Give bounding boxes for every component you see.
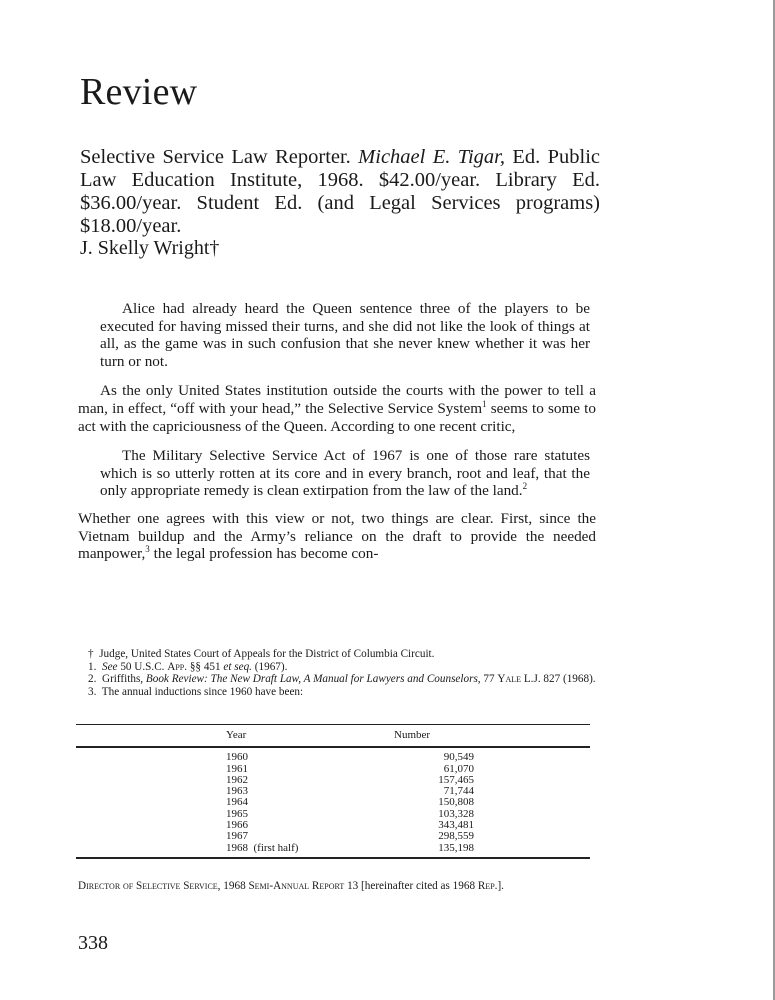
- footnote-2-text-c: L.J. 827 (1968).: [521, 673, 596, 686]
- footnote-ref-2[interactable]: 2: [522, 481, 528, 492]
- review-title-editor: Michael E. Tigar,: [358, 146, 505, 168]
- footnote-3: [78, 686, 596, 699]
- footnote-1: [78, 661, 596, 674]
- table-cell-pad: [474, 831, 590, 842]
- body-paragraph-2-a: Whether one agrees with this view or not, two things are clear. First, since the Vietnam buildup and the Army’s reliance on the draft to provide the needed manpower,: [78, 509, 596, 563]
- footnote-1-app: App.: [167, 660, 188, 673]
- footnote-2-yale: Yale: [497, 673, 522, 686]
- table-cell-number: 150,808: [438, 796, 474, 809]
- table-cell-year: 1967: [226, 830, 248, 843]
- footnote-3-number: 3.: [88, 685, 97, 698]
- table-source-note: [78, 880, 596, 893]
- footnote-2-title: Book Review: The New Draft Law, A Manual for Lawyers and Counselors,: [145, 673, 481, 686]
- footnote-1-number: 1.: [88, 660, 97, 673]
- body-paragraph-2: [78, 510, 596, 563]
- footnote-2-text-b: 77: [480, 673, 498, 686]
- source-year: 1968: [220, 880, 249, 892]
- section-heading: Review: [80, 71, 198, 113]
- table-row: [76, 843, 590, 858]
- footnote-1-text-a: 50 U.S.C.: [117, 660, 168, 673]
- footnote-1-see: See: [101, 660, 118, 673]
- footnote-2-author: Griffiths,: [101, 673, 146, 686]
- footnotes: [78, 648, 596, 698]
- table-header-pad: [474, 725, 590, 748]
- inductions-table: [76, 724, 590, 859]
- author-name: J. Skelly Wright: [80, 237, 210, 259]
- table-cell-number: 71,744: [443, 785, 474, 798]
- table-row: [76, 747, 590, 763]
- body-paragraph-2-b: the legal profession has become con-: [149, 545, 379, 563]
- source-citation: 13 [hereinafter cited as 1968: [344, 880, 478, 892]
- table-row: [76, 764, 590, 775]
- table-cell-pad: [474, 775, 590, 786]
- footnote-dagger: [78, 648, 596, 661]
- page-number: 338: [78, 932, 108, 954]
- table-row: [76, 809, 590, 820]
- table-cell-number: 157,465: [438, 773, 474, 786]
- table-cell-pad: [474, 747, 590, 763]
- table-cell-number: 298,559: [438, 830, 474, 843]
- source-report: Semi-Annual Report: [248, 880, 345, 892]
- footnote-1-et-seq: et seq.: [223, 660, 252, 673]
- table-header-year: Year: [76, 725, 366, 748]
- source-rep: Rep.: [477, 880, 498, 892]
- table-header-number: Number: [366, 725, 474, 748]
- footnote-2: [78, 673, 596, 686]
- table-row: [76, 775, 590, 786]
- table-cell-year: 1962: [226, 773, 248, 786]
- table-cell-year: 1960: [226, 751, 248, 764]
- table-cell-number: 135,198: [366, 843, 474, 858]
- table-cell-pad: [474, 820, 590, 831]
- body-paragraph-1-b: seems to some to act with the capriciousness of the Queen. According to one recent critic,: [78, 399, 596, 435]
- table-cell-pad: [474, 809, 590, 820]
- block-quote-critic-text: The Military Selective Service Act of 1967 is one of those rare statutes which is so utterly rotten at its core and in every branch, root and leaf, that the only appropriate remedy is clean extirpation from the law of the land.: [100, 447, 590, 500]
- table-cell-number: 90,549: [443, 751, 474, 764]
- footnote-ref-3[interactable]: 3: [145, 544, 150, 555]
- table-row: [76, 831, 590, 842]
- review-title: [80, 146, 600, 238]
- table-cell-number: 61,070: [443, 762, 474, 775]
- table-header-row: [76, 725, 590, 748]
- table-row: [76, 786, 590, 797]
- body-paragraph-1: [78, 382, 596, 435]
- table-cell-pad: [474, 764, 590, 775]
- table-cell-year: 1964: [226, 796, 248, 809]
- table-cell-pad: [474, 843, 590, 858]
- table-row: [76, 797, 590, 808]
- table-cell-year: 1965: [226, 807, 248, 820]
- footnote-dagger-mark: †: [88, 648, 94, 660]
- source-agency: Director of Selective Service,: [78, 880, 221, 892]
- table-cell-year: 1961: [226, 762, 248, 775]
- table-row: [76, 820, 590, 831]
- table-cell-number: 343,481: [438, 819, 474, 832]
- author-dagger: †: [209, 237, 220, 259]
- body-paragraph-1-a: As the only United States institution outside the courts with the power to tell a man, in effect, “off with your head,” the Selective Service System: [78, 382, 596, 417]
- review-title-part2: Ed. Public Law Education Institute, 1968. $42.00/year. Library Ed. $36.00/year. Student Ed. (and Legal Services programs) $18.00/year.: [80, 146, 600, 237]
- table-cell-pad: [474, 797, 590, 808]
- author-byline: [80, 237, 219, 260]
- footnote-1-text-b: §§ 451: [187, 660, 224, 673]
- table-cell-pad: [474, 786, 590, 797]
- footnote-dagger-text: Judge, United States Court of Appeals for the District of Columbia Circuit.: [99, 648, 435, 660]
- footnote-ref-1[interactable]: 1: [482, 398, 487, 409]
- review-title-part1: Selective Service Law Reporter.: [80, 146, 359, 168]
- table-cell-year: 1966: [226, 819, 248, 832]
- table-cell-year: 1968 (first half): [76, 843, 366, 858]
- table-cell-number: 103,328: [438, 807, 474, 820]
- source-tail: ].: [497, 880, 504, 892]
- footnote-3-text: The annual inductions since 1960 have been:: [101, 685, 304, 698]
- footnote-1-text-c: (1967).: [251, 660, 288, 673]
- block-quote-alice: Alice had already heard the Queen sentence three of the players to be executed for having missed their turns, and she did not like the look of things at all, as the game was in such confusion that she never knew whether it was her turn or not.: [100, 300, 590, 370]
- block-quote-critic: [100, 447, 590, 500]
- body-text: [78, 300, 596, 563]
- table-cell-year: 1963: [226, 785, 248, 798]
- footnote-2-number: 2.: [88, 673, 97, 686]
